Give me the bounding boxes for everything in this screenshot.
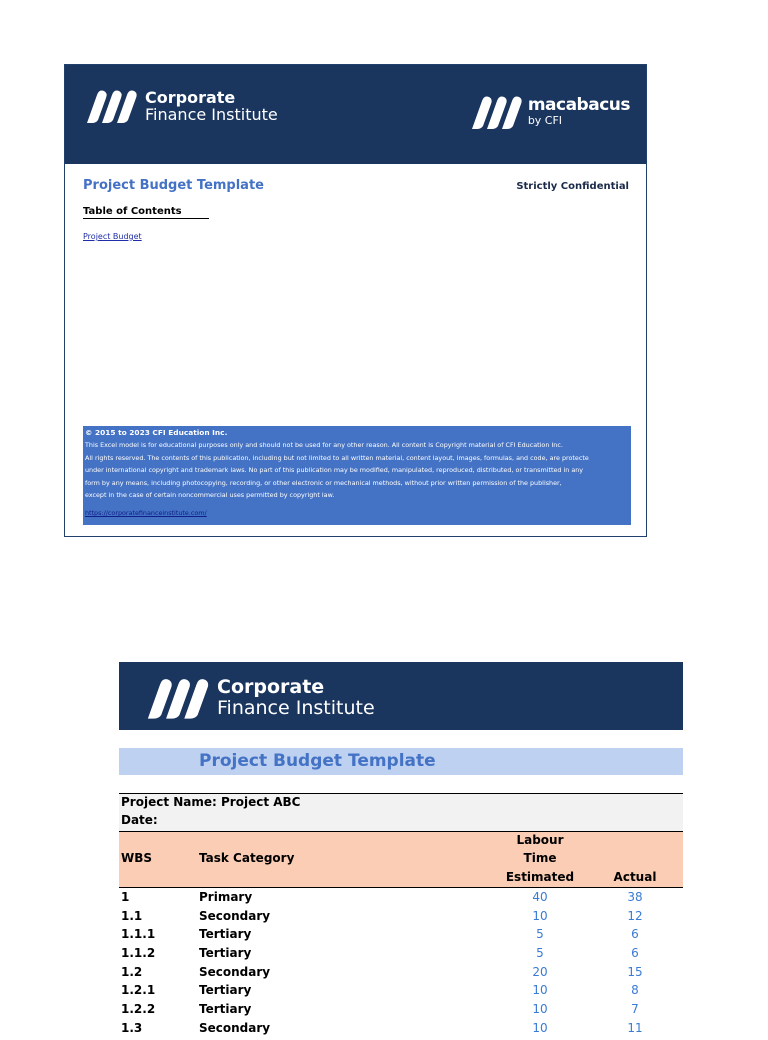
wbs-cell: 1.1	[121, 908, 143, 923]
table-row	[119, 1021, 683, 1040]
estimated-cell[interactable]: 20	[532, 964, 548, 979]
table-row	[119, 983, 683, 1002]
table-header	[119, 831, 683, 888]
cfi-logo	[143, 676, 375, 720]
legal-line: All rights reserved. The contents of this publication, including but not limited to all written material, content layout, images, formulas, and code, are protecte	[85, 453, 589, 462]
col-header-time: Time	[523, 851, 557, 865]
brand-name-line1: Corporate	[217, 676, 325, 698]
budget-title: Project Budget Template	[199, 751, 436, 771]
actual-cell[interactable]: 38	[627, 890, 643, 904]
actual-cell[interactable]: 11	[627, 1020, 643, 1035]
table-row	[119, 1002, 683, 1021]
budget-sheet	[119, 662, 683, 1035]
partner-name-line1: macabacus	[527, 94, 630, 115]
table-row	[119, 927, 683, 946]
category-cell: Primary	[199, 890, 253, 904]
cfi-logo	[83, 89, 278, 123]
brand-name-line2: Finance Institute	[217, 697, 375, 719]
estimated-cell[interactable]: 10	[532, 983, 548, 998]
wbs-cell: 1	[121, 890, 130, 904]
brand-name-line2: Finance Institute	[145, 105, 278, 124]
copyright-heading: © 2015 to 2023 CFI Education Inc.	[85, 428, 228, 437]
wbs-cell: 1.2	[121, 964, 143, 979]
website-link[interactable]: https://corporatefinanceinstitute.com/	[85, 509, 207, 518]
table-row	[119, 890, 683, 909]
estimated-cell[interactable]: 10	[532, 1020, 548, 1035]
table-row	[119, 909, 683, 928]
col-header-estimated: Estimated	[505, 870, 575, 884]
actual-cell[interactable]: 6	[631, 927, 639, 942]
wbs-cell: 1.2.2	[121, 1002, 156, 1017]
project-info	[119, 793, 683, 831]
table-row	[119, 965, 683, 984]
legal-line: This Excel model is for educational purposes only and should not be used for any other reason. All content is Copyright material of CFI Education Inc.	[85, 441, 563, 450]
toc-heading: Table of Contents	[83, 206, 209, 219]
actual-cell[interactable]: 12	[627, 908, 643, 923]
category-cell: Secondary	[199, 1020, 271, 1035]
actual-cell[interactable]: 7	[631, 1002, 639, 1017]
estimated-cell[interactable]: 10	[532, 1002, 548, 1017]
actual-cell[interactable]: 15	[627, 964, 643, 979]
budget-title-bar	[119, 748, 683, 775]
category-cell: Tertiary	[199, 1002, 252, 1017]
wbs-cell: 1.3	[121, 1020, 143, 1035]
estimated-cell[interactable]: 5	[536, 946, 544, 961]
category-cell: Tertiary	[199, 983, 252, 998]
wbs-cell: 1.1.2	[121, 946, 156, 961]
cfi-logo-icon	[83, 89, 139, 123]
cfi-logo-icon	[143, 676, 211, 720]
table-row	[119, 946, 683, 965]
legal-notice	[83, 426, 631, 525]
partner-name-line2: by CFI	[527, 113, 563, 127]
date-label: Date:	[121, 813, 158, 827]
cover-header-banner	[65, 65, 646, 164]
legal-line: under international copyright and trademark laws. No part of this publication may be modified, manipulated, reproduced, distributed, or transmitted in any	[85, 466, 584, 475]
project-name: Project Name: Project ABC	[121, 795, 301, 809]
budget-table-body	[119, 890, 683, 1040]
wbs-cell: 1.2.1	[121, 983, 156, 998]
cover-sheet	[64, 64, 647, 537]
category-cell: Secondary	[199, 908, 271, 923]
budget-header-banner	[119, 662, 683, 730]
toc-link-project-budget[interactable]: Project Budget	[83, 232, 142, 241]
brand-name-line1: Corporate	[145, 88, 236, 107]
macabacus-logo-icon	[468, 95, 524, 129]
actual-cell[interactable]: 6	[631, 946, 639, 961]
category-cell: Secondary	[199, 964, 271, 979]
confidential-label: Strictly Confidential	[516, 181, 629, 192]
category-cell: Tertiary	[199, 946, 252, 961]
col-header-wbs: WBS	[121, 851, 153, 865]
estimated-cell[interactable]: 40	[532, 890, 548, 904]
legal-line: form by any means, including photocopying, recording, or other electronic or mechanical methods, without prior written permission of the publisher,	[85, 478, 562, 487]
wbs-cell: 1.1.1	[121, 927, 156, 942]
category-cell: Tertiary	[199, 927, 252, 942]
actual-cell[interactable]: 8	[631, 983, 639, 998]
cover-title: Project Budget Template	[83, 178, 264, 193]
macabacus-logo	[468, 95, 630, 129]
legal-line: except in the case of certain noncommercial uses permitted by copyright law.	[85, 491, 335, 500]
col-header-task-category: Task Category	[199, 851, 295, 865]
col-header-actual: Actual	[613, 870, 657, 884]
col-header-labour: Labour	[516, 833, 564, 847]
estimated-cell[interactable]: 5	[536, 927, 544, 942]
estimated-cell[interactable]: 10	[532, 908, 548, 923]
